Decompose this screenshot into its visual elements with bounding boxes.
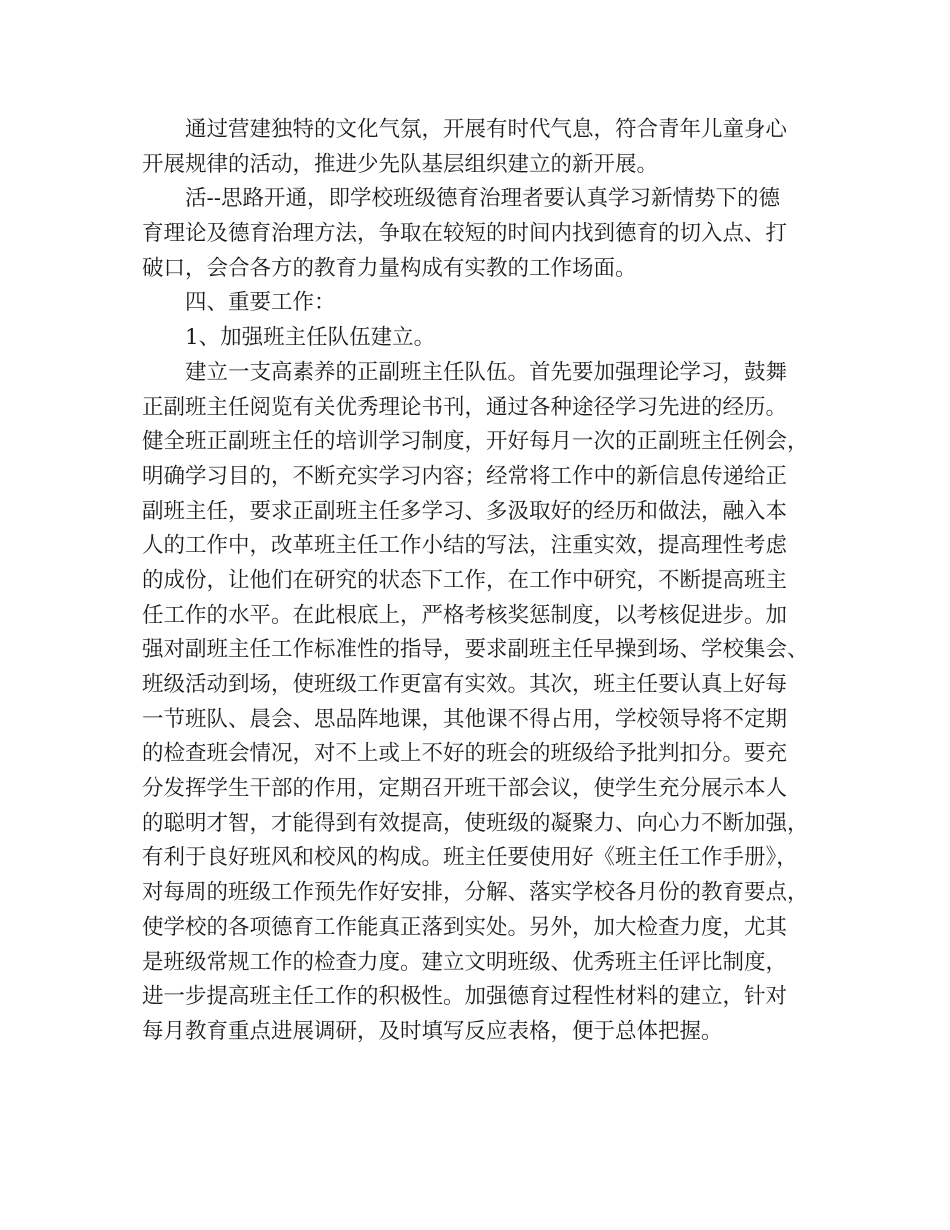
paragraph-line: 明确学习目的，不断充实学习内容；经常将工作中的新信息传递给正 (142, 463, 788, 489)
paragraph-line: 每月教育重点进展调研，及时填写反应表格，便于总体把握。 (142, 1018, 723, 1044)
paragraph-line: 的聪明才智，才能得到有效提高，使班级的凝聚力、向心力不断加强， (142, 810, 809, 836)
paragraph-line: 的检查班会情况，对不上或上不好的班会的班级给予批判扣分。要充 (142, 741, 788, 767)
paragraph-line: 健全班正副班主任的培训学习制度，开好每月一次的正副班主任例会， (142, 429, 809, 455)
paragraph-line: 是班级常规工作的检查力度。建立文明班级、优秀班主任评比制度， (142, 949, 788, 975)
paragraph-line: 班级活动到场，使班级工作更富有实效。其次，班主任要认真上好每 (142, 672, 788, 697)
paragraph-line: 建立一支高素养的正副班主任队伍。首先要加强理论学习，鼓舞 (185, 359, 788, 385)
paragraph-line: 正副班主任阅览有关优秀理论书刊，通过各种途径学习先进的经历。 (142, 394, 788, 420)
paragraph-line: 进一步提高班主任工作的积极性。加强德育过程性材料的建立，针对 (142, 984, 788, 1010)
paragraph-line: 活--思路开通，即学校班级德育治理者要认真学习新情势下的德 (185, 186, 781, 212)
paragraph-line: 通过营建独特的文化气氛，开展有时代气息，符合青年儿童身心 (185, 117, 788, 142)
paragraph-line: 破口，会合各方的教育力量构成有实教的工作场面。 (142, 255, 637, 281)
paragraph-line: 有利于良好班风和校风的构成。班主任要使用好《班主任工作手册》， (142, 845, 798, 871)
subsection-heading: 1、加强班主任队伍建立。 (185, 325, 436, 351)
paragraph-line: 的成份，让他们在研究的状态下工作，在工作中研究，不断提高班主 (142, 567, 788, 593)
paragraph-line: 副班主任，要求正副班主任多学习、多汲取好的经历和做法，融入本 (142, 498, 788, 524)
paragraph-line: 开展规律的活动，推进少先队基层组织建立的新开展。 (142, 151, 659, 177)
paragraph-line: 分发挥学生干部的作用，定期召开班干部会议，使学生充分展示本人 (142, 776, 788, 802)
paragraph-line: 强对副班主任工作标准性的指导，要求副班主任早操到场、学校集会、 (142, 637, 809, 663)
paragraph-line: 一节班队、晨会、思品阵地课，其他课不得占用，学校领导将不定期 (142, 706, 788, 732)
document-body (142, 113, 814, 1050)
paragraph-line: 使学校的各项德育工作能真正落到实处。另外，加大检查力度，尤其 (142, 914, 788, 940)
paragraph-line: 任工作的水平。在此根底上，严格考核奖惩制度，以考核促进步。加 (142, 602, 788, 628)
paragraph-line: 人的工作中，改革班主任工作小结的写法，注重实效，提高理性考虑 (142, 533, 788, 559)
paragraph-line: 育理论及德育治理方法，争取在较短的时间内找到德育的切入点、打 (142, 221, 788, 247)
paragraph-line: 对每周的班级工作预先作好安排，分解、落实学校各月份的教育要点， (142, 880, 809, 906)
section-heading: 四、重要工作： (185, 290, 336, 316)
